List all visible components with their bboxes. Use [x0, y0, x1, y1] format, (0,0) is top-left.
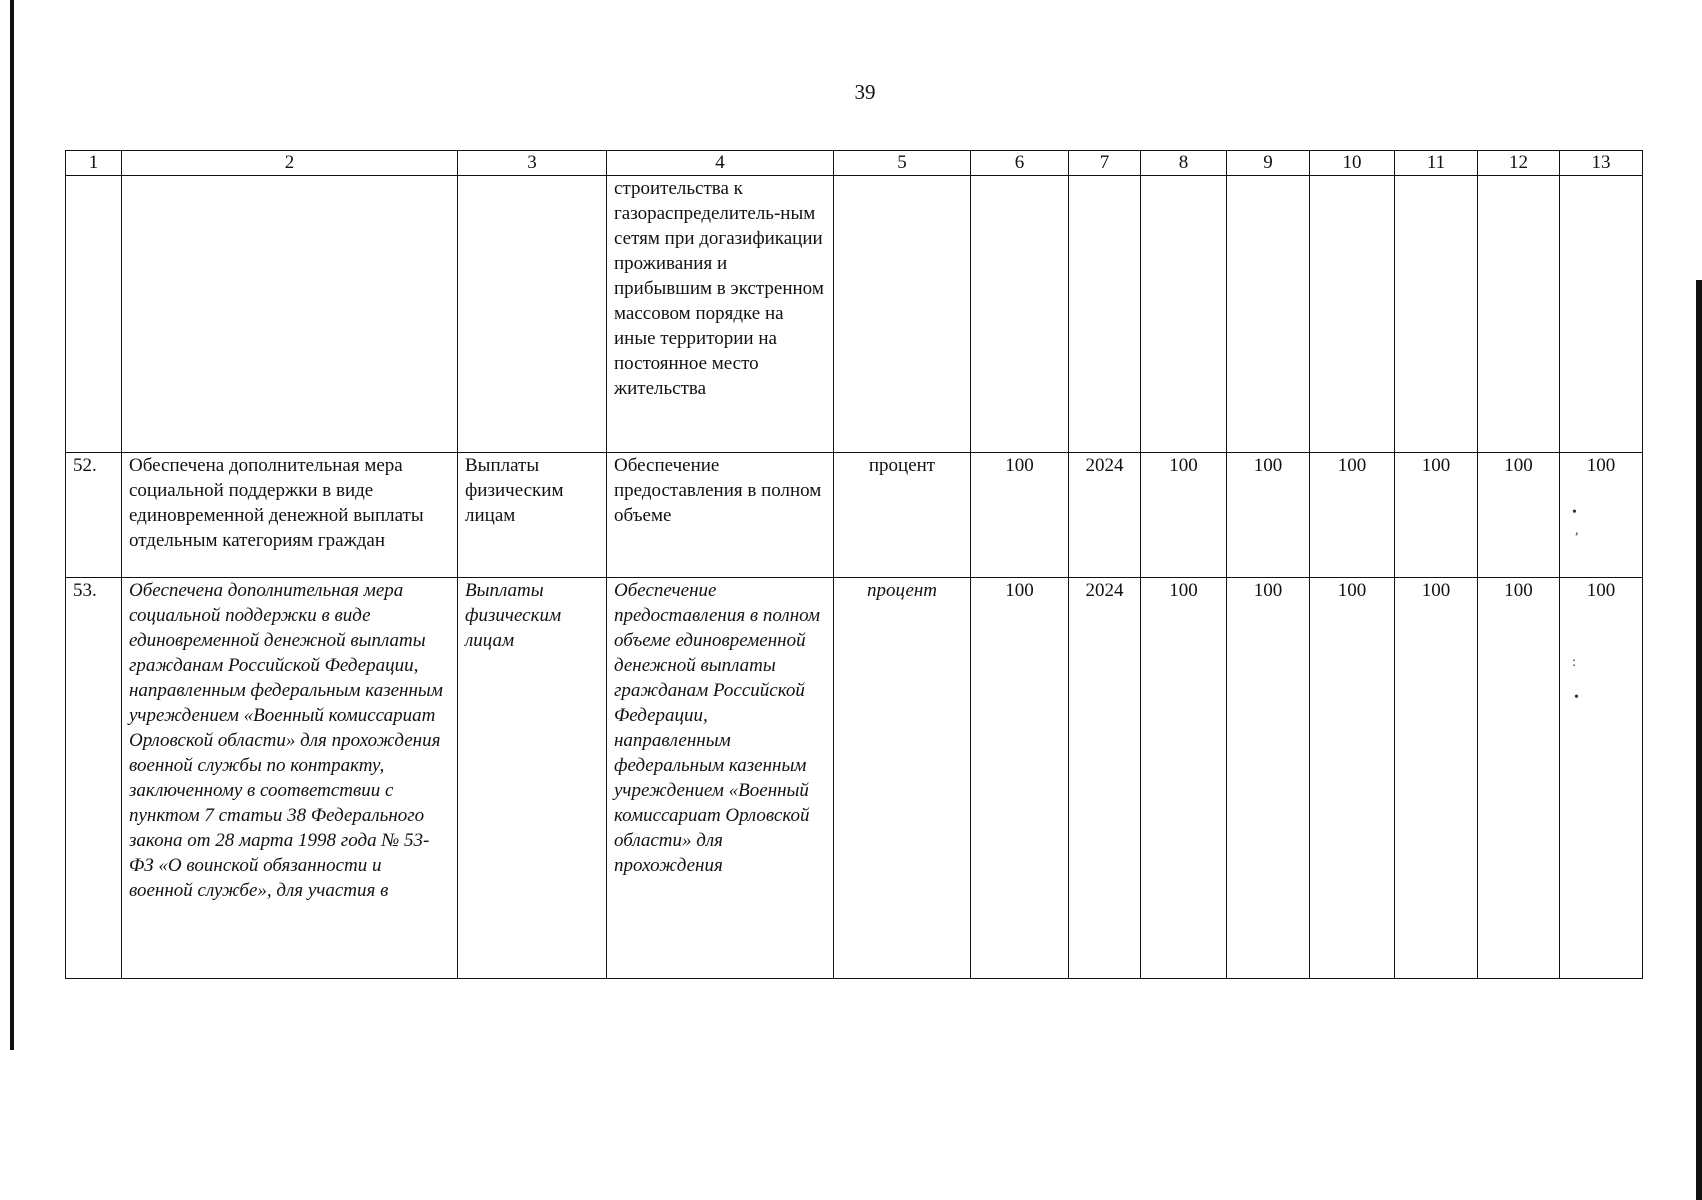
cell-empty: [834, 176, 971, 453]
cell-result: [122, 578, 458, 979]
cell-unit: процент: [834, 453, 971, 578]
header-cell-5: 5: [834, 151, 971, 176]
cell-value-12: 100: [1478, 578, 1560, 979]
cell-value-13: 100: [1560, 453, 1643, 578]
cell-value-10: 100: [1310, 453, 1395, 578]
header-cell-10: 10: [1310, 151, 1395, 176]
cell-value-13: 100: [1560, 578, 1643, 979]
scan-speck: :: [1572, 655, 1576, 670]
cell-type: Выплаты физическим лицам: [458, 453, 607, 578]
cell-base-value: 100: [971, 578, 1069, 979]
cell-value-11: 100: [1395, 578, 1478, 979]
cell-unit: [834, 578, 971, 979]
cell-empty: [122, 176, 458, 453]
cell-unit-text: процент: [866, 580, 938, 601]
cell-description-continued: строительства к газораспределитель-ным сетям при догазификации проживания и прибывшим в экстренном массовом порядке на иные территории на постоянное место жительства: [607, 176, 834, 453]
table-row-continued: [66, 176, 1643, 453]
cell-result: Обеспечена дополнительная мера социальной поддержки в виде единовременной денежной выплаты отдельным категориям граждан: [122, 453, 458, 578]
cell-value-9: 100: [1227, 578, 1310, 979]
cell-empty: [971, 176, 1069, 453]
cell-type-text: Выплаты физическим лицам: [465, 580, 562, 651]
header-cell-8: 8: [1141, 151, 1227, 176]
cell-description-text: Обеспечение предоставления в полном объеме единовременной денежной выплаты гражданам Российской Федерации, направленным федеральным казенным учреждением «Военный комиссариат Орловской области» для прохождения: [614, 580, 821, 876]
header-cell-13: 13: [1560, 151, 1643, 176]
data-table: [65, 150, 1643, 979]
cell-empty: [1560, 176, 1643, 453]
cell-value-12: 100: [1478, 453, 1560, 578]
cell-value-10: 100: [1310, 578, 1395, 979]
header-cell-6: 6: [971, 151, 1069, 176]
header-cell-2: 2: [122, 151, 458, 176]
cell-empty: [66, 176, 122, 453]
cell-empty: [458, 176, 607, 453]
scan-speck: •: [1574, 690, 1579, 705]
cell-type: [458, 578, 607, 979]
header-cell-1: 1: [66, 151, 122, 176]
header-cell-7: 7: [1069, 151, 1141, 176]
cell-empty: [1478, 176, 1560, 453]
scan-speck: ,: [1575, 523, 1579, 538]
header-cell-9: 9: [1227, 151, 1310, 176]
header-cell-12: 12: [1478, 151, 1560, 176]
cell-empty: [1141, 176, 1227, 453]
cell-empty: [1069, 176, 1141, 453]
cell-empty: [1227, 176, 1310, 453]
header-cell-3: 3: [458, 151, 607, 176]
cell-base-year: 2024: [1069, 578, 1141, 979]
cell-row-number: 53.: [66, 578, 122, 979]
cell-description: [607, 578, 834, 979]
cell-row-number: 52.: [66, 453, 122, 578]
header-row: [66, 151, 1643, 176]
cell-result-text: Обеспечена дополнительная мера социальной поддержки в виде единовременной денежной выплаты гражданам Российской Федерации, направленным федеральным казенным учреждением «Военный комиссариат Орловской области» для прохождения военной службы по контракту, заключенному в соответствии с пунктом 7 статьи 38 Федерального закона от 28 марта 1998 года № 53-ФЗ «О воинской обязанности и военной службе», для участия в: [129, 580, 443, 901]
cell-base-year: 2024: [1069, 453, 1141, 578]
cell-empty: [1310, 176, 1395, 453]
scan-speck: •: [1572, 505, 1577, 520]
cell-empty: [1395, 176, 1478, 453]
cell-value-9: 100: [1227, 453, 1310, 578]
header-cell-4: 4: [607, 151, 834, 176]
table-row-52: [66, 453, 1643, 578]
page-number: 39: [854, 80, 876, 104]
cell-value-8: 100: [1141, 578, 1227, 979]
table-row-53: [66, 578, 1643, 979]
scan-edge-right: [1696, 280, 1702, 1200]
cell-value-8: 100: [1141, 453, 1227, 578]
cell-description: Обеспечение предоставления в полном объеме: [607, 453, 834, 578]
header-cell-11: 11: [1395, 151, 1478, 176]
cell-base-value: 100: [971, 453, 1069, 578]
scan-edge-left: [10, 0, 14, 1050]
cell-value-11: 100: [1395, 453, 1478, 578]
